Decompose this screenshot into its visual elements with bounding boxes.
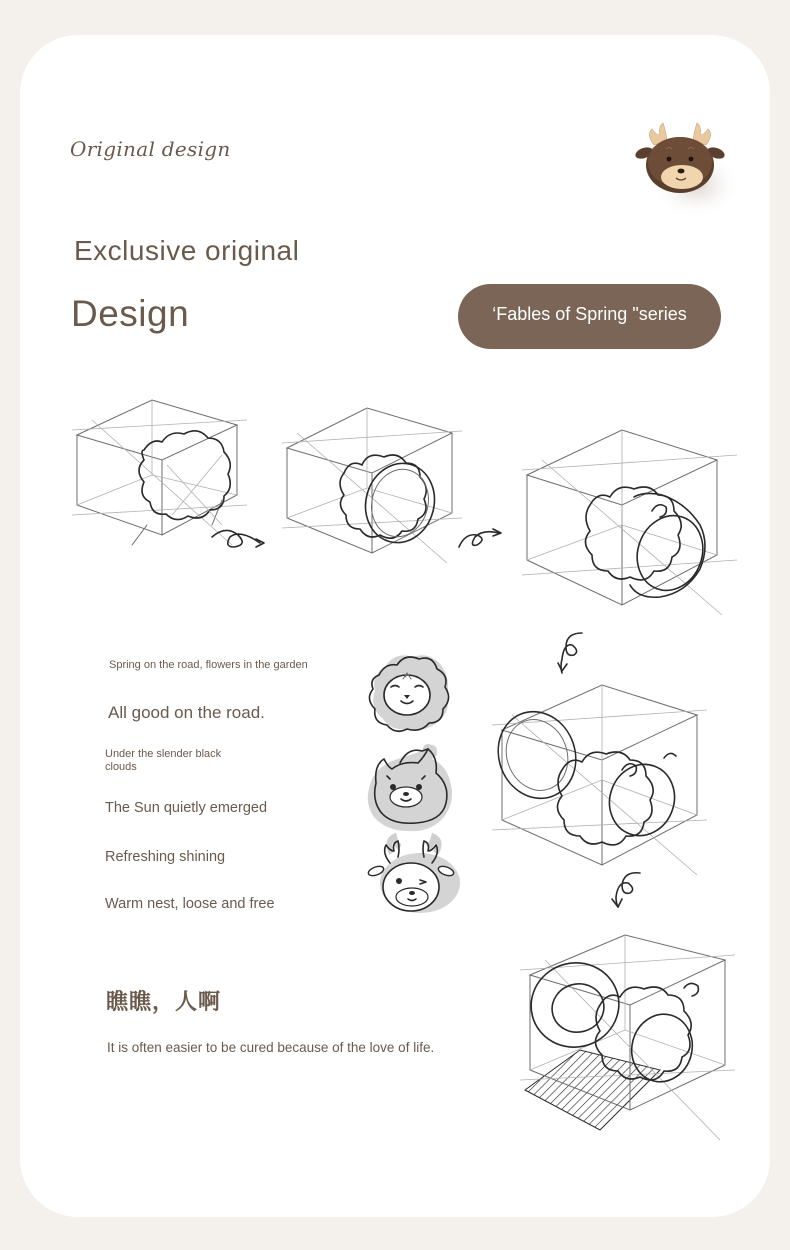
arrow-icon — [558, 631, 588, 676]
deer-face-icon — [366, 835, 466, 925]
poem-line-3a: Under the slender black — [105, 748, 222, 760]
brand-title: Original design — [70, 137, 231, 161]
poem-line-2: All good on the road. — [108, 703, 265, 722]
content-card — [20, 35, 770, 1217]
poem-line-5: Refreshing shining — [105, 849, 226, 865]
deer-head-icon — [630, 115, 740, 225]
poem-line-1: Spring on the road, flowers in the garden — [109, 659, 308, 671]
lion-face-icon — [365, 647, 455, 737]
sketch-cube-4 — [492, 680, 712, 880]
arrow-icon — [608, 869, 648, 909]
arrow-icon — [210, 525, 270, 555]
poem-line-6: Warm nest, loose and free — [105, 896, 275, 912]
sketch-cube-3 — [522, 425, 742, 625]
arrow-icon — [457, 525, 507, 555]
hero-line-2: Design — [71, 293, 190, 334]
footer-title: 瞧瞧，人啊 — [106, 989, 222, 1015]
footer-tagline: It is often easier to be cured because of the love of life. — [107, 1040, 435, 1055]
shiba-dog-face-icon — [362, 741, 462, 836]
hero-line-1: Exclusive original — [74, 235, 300, 266]
series-badge: ‘Fables of Spring "series — [458, 284, 721, 349]
poem-line-3b: clouds — [105, 761, 137, 773]
sketch-cube-5 — [520, 930, 740, 1150]
poem-line-4: The Sun quietly emerged — [105, 800, 268, 816]
sketch-cube-2 — [282, 403, 472, 573]
